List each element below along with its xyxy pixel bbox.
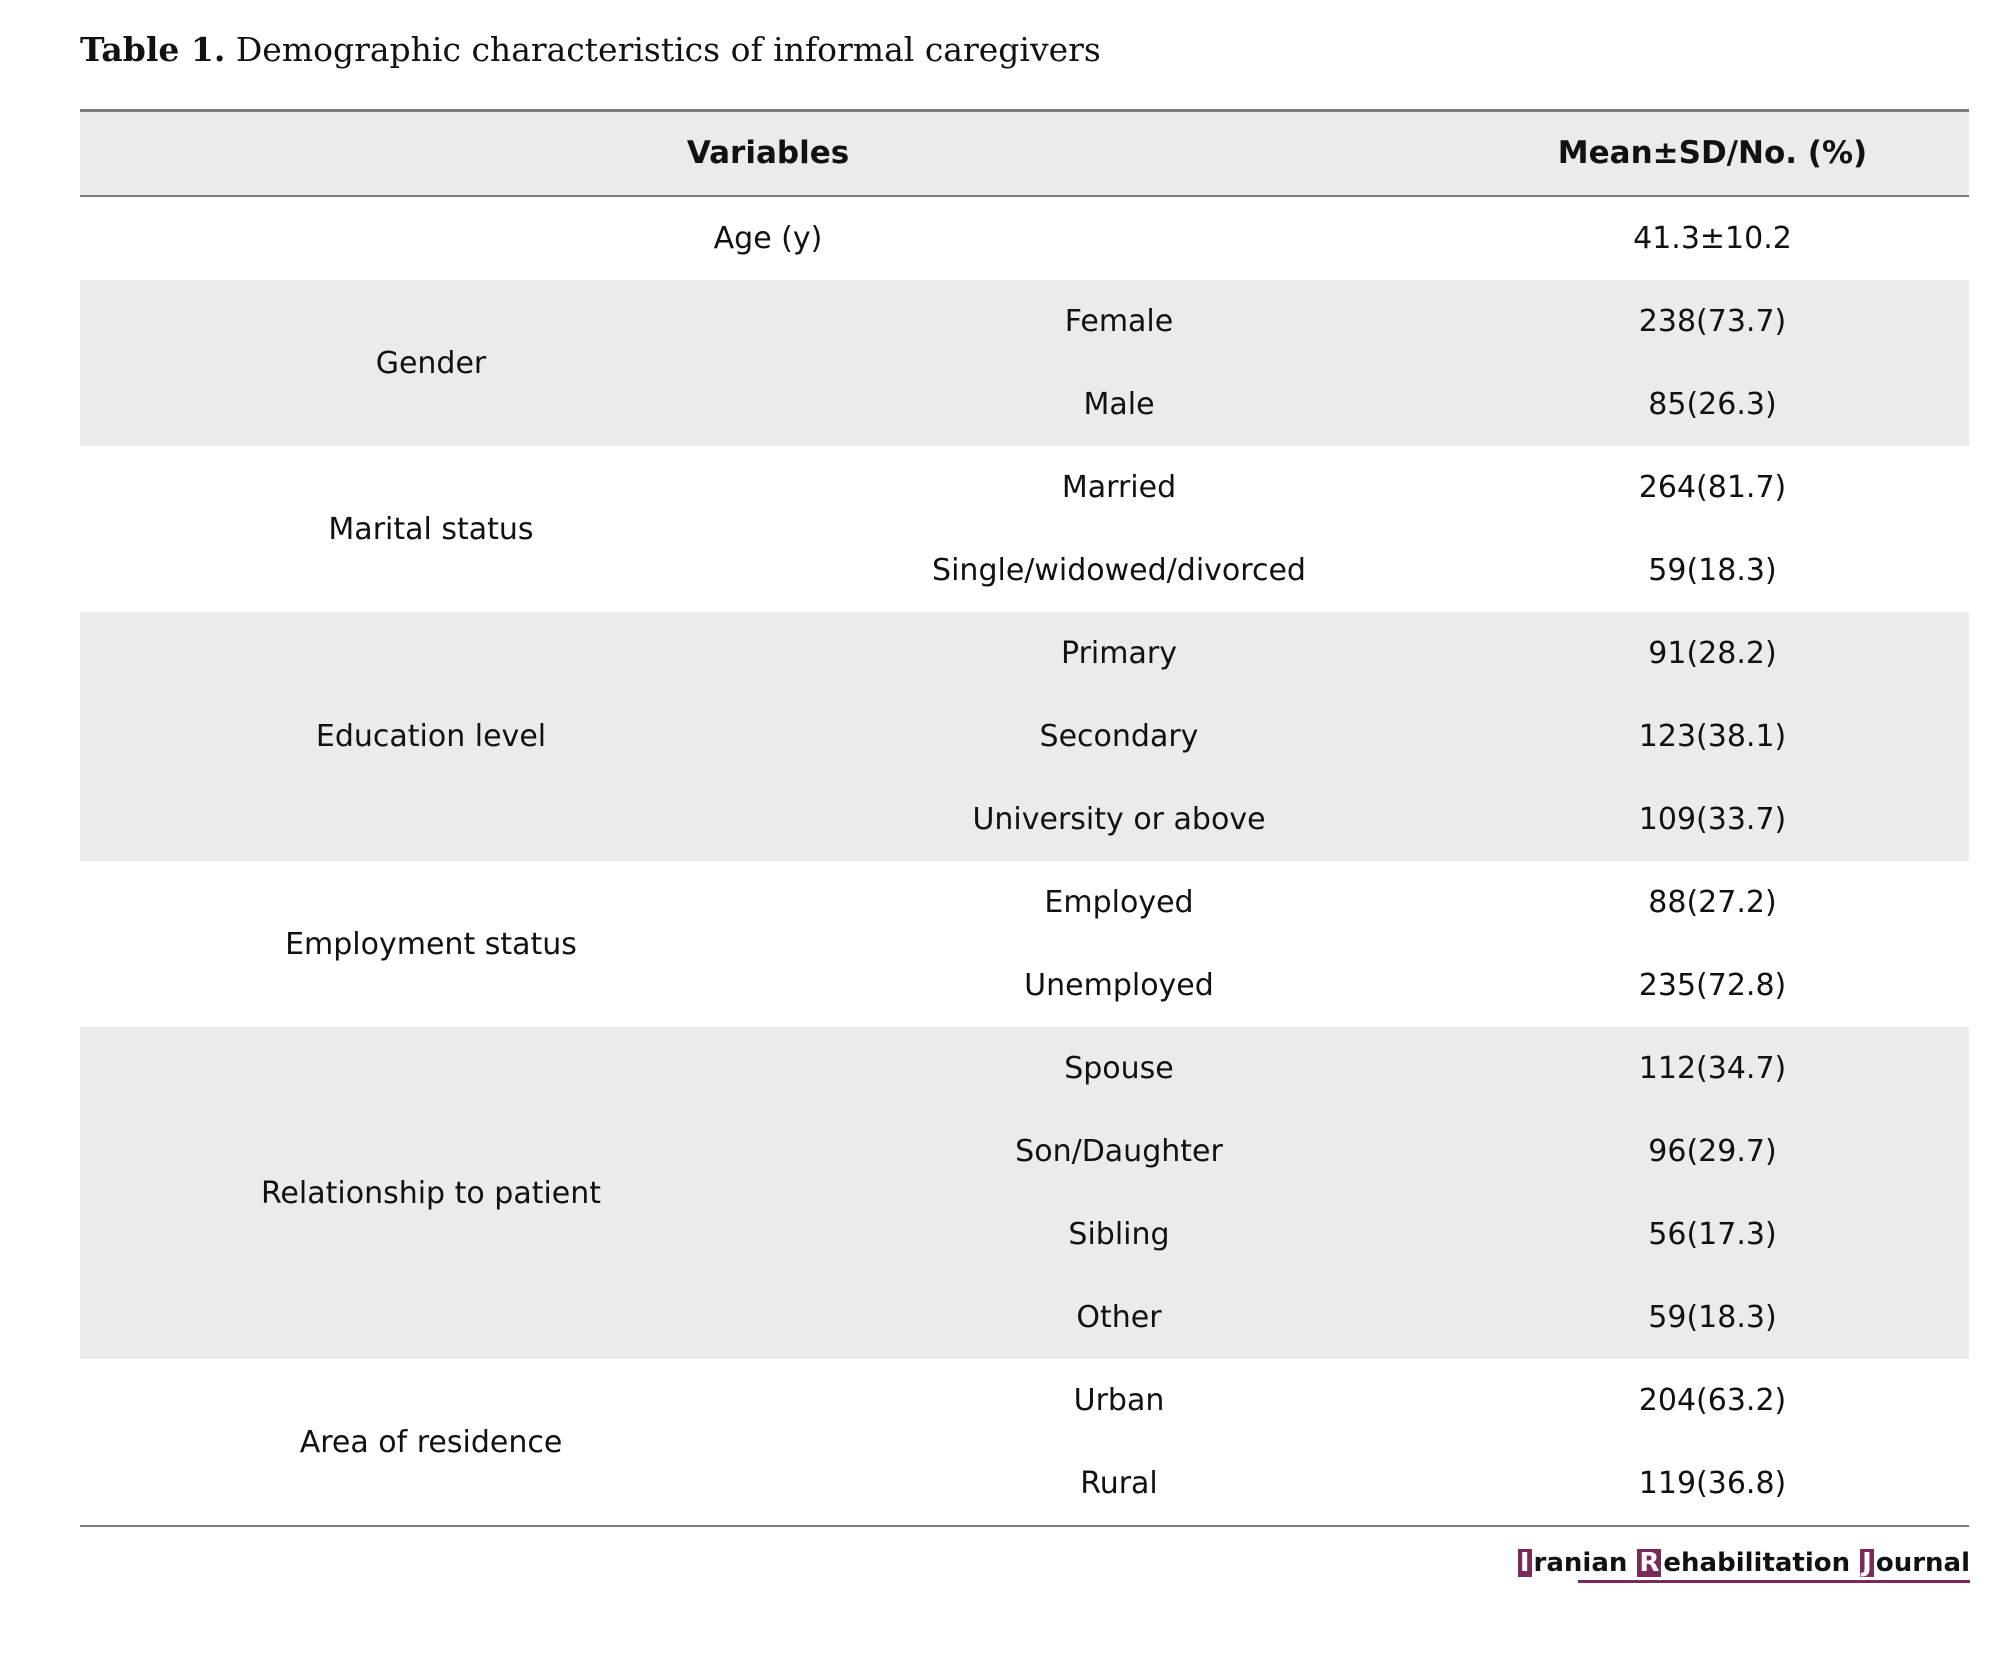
value-cell: 85(26.3) bbox=[1648, 387, 1777, 422]
value-cell: 204(63.2) bbox=[1638, 1383, 1787, 1418]
table-body bbox=[80, 280, 1969, 1525]
value-cell: 123(38.1) bbox=[1638, 719, 1787, 754]
value-cell: 59(18.3) bbox=[1648, 1300, 1777, 1335]
table-row bbox=[80, 695, 1969, 778]
subcategory-label: Sibling bbox=[1068, 1217, 1170, 1252]
table-row bbox=[80, 280, 1969, 363]
table-row bbox=[80, 944, 1969, 1027]
logo-word-1: ranian bbox=[1533, 1548, 1628, 1578]
table-row bbox=[80, 612, 1969, 695]
age-label: Age (y) bbox=[713, 221, 823, 256]
subcategory-label: Other bbox=[1076, 1300, 1162, 1335]
logo-cap-r: R bbox=[1639, 1548, 1660, 1578]
subcategory-label: Secondary bbox=[1039, 719, 1199, 754]
value-cell: 235(72.8) bbox=[1638, 968, 1787, 1003]
category-label: Area of residence bbox=[299, 1424, 563, 1460]
value-cell: 238(73.7) bbox=[1638, 304, 1787, 339]
demographics-table bbox=[80, 109, 1969, 1527]
subcategory-label: Primary bbox=[1061, 636, 1177, 671]
logo-cap-j: J bbox=[1862, 1548, 1872, 1578]
value-cell: 56(17.3) bbox=[1648, 1217, 1777, 1252]
value-cell: 112(34.7) bbox=[1638, 1051, 1787, 1086]
table-group bbox=[80, 861, 1969, 1027]
logo-word-3: ournal bbox=[1875, 1548, 1970, 1578]
category-label: Relationship to patient bbox=[260, 1175, 602, 1211]
subcategory-label: Urban bbox=[1073, 1383, 1165, 1418]
subcategory-label: Employed bbox=[1044, 885, 1194, 920]
table-group bbox=[80, 446, 1969, 612]
header-value: Mean±SD/No. (%) bbox=[1557, 135, 1868, 171]
table-row bbox=[80, 1276, 1969, 1359]
value-cell: 96(29.7) bbox=[1648, 1134, 1777, 1169]
table-row bbox=[80, 1110, 1969, 1193]
subcategory-label: Spouse bbox=[1064, 1051, 1174, 1086]
category-label: Education level bbox=[315, 719, 547, 754]
age-value: 41.3±10.2 bbox=[1633, 221, 1792, 256]
table-group bbox=[80, 1359, 1969, 1525]
table-row bbox=[80, 1442, 1969, 1525]
category-label: Employment status bbox=[285, 926, 577, 962]
table-group bbox=[80, 1027, 1969, 1359]
subcategory-label: Unemployed bbox=[1024, 968, 1214, 1003]
value-cell: 59(18.3) bbox=[1648, 553, 1777, 588]
table-title: Demographic characteristics of informal caregivers bbox=[235, 30, 1101, 69]
table-caption bbox=[80, 30, 1101, 69]
table-row bbox=[80, 861, 1969, 944]
logo-cap-i: I bbox=[1519, 1548, 1530, 1578]
table-row bbox=[80, 1027, 1969, 1110]
value-cell: 119(36.8) bbox=[1638, 1466, 1787, 1501]
subcategory-label: Son/Daughter bbox=[1015, 1134, 1223, 1169]
subcategory-label: Female bbox=[1064, 304, 1174, 339]
subcategory-label: University or above bbox=[972, 802, 1266, 837]
table-group bbox=[80, 280, 1969, 446]
table-header bbox=[80, 112, 1969, 197]
journal-logo bbox=[1518, 1548, 1970, 1578]
subcategory-label: Single/widowed/divorced bbox=[932, 553, 1306, 588]
category-label: Gender bbox=[375, 345, 487, 381]
value-cell: 88(27.2) bbox=[1648, 885, 1777, 920]
subcategory-label: Male bbox=[1083, 387, 1155, 422]
table-number: Table 1. bbox=[80, 30, 226, 69]
table-group bbox=[80, 612, 1969, 861]
age-row bbox=[80, 197, 1969, 280]
logo-underline bbox=[1578, 1580, 1970, 1583]
category-label: Marital status bbox=[328, 511, 534, 547]
subcategory-label: Married bbox=[1061, 470, 1177, 505]
table-row bbox=[80, 363, 1969, 446]
header-variables: Variables bbox=[686, 135, 850, 171]
table-row bbox=[80, 446, 1969, 529]
table-row bbox=[80, 1359, 1969, 1442]
value-cell: 264(81.7) bbox=[1638, 470, 1787, 505]
table-row bbox=[80, 529, 1969, 612]
value-cell: 91(28.2) bbox=[1648, 636, 1777, 671]
table-row bbox=[80, 778, 1969, 861]
table-row bbox=[80, 1193, 1969, 1276]
value-cell: 109(33.7) bbox=[1638, 802, 1787, 837]
logo-word-2: ehabilitation bbox=[1663, 1548, 1851, 1578]
subcategory-label: Rural bbox=[1080, 1466, 1158, 1501]
